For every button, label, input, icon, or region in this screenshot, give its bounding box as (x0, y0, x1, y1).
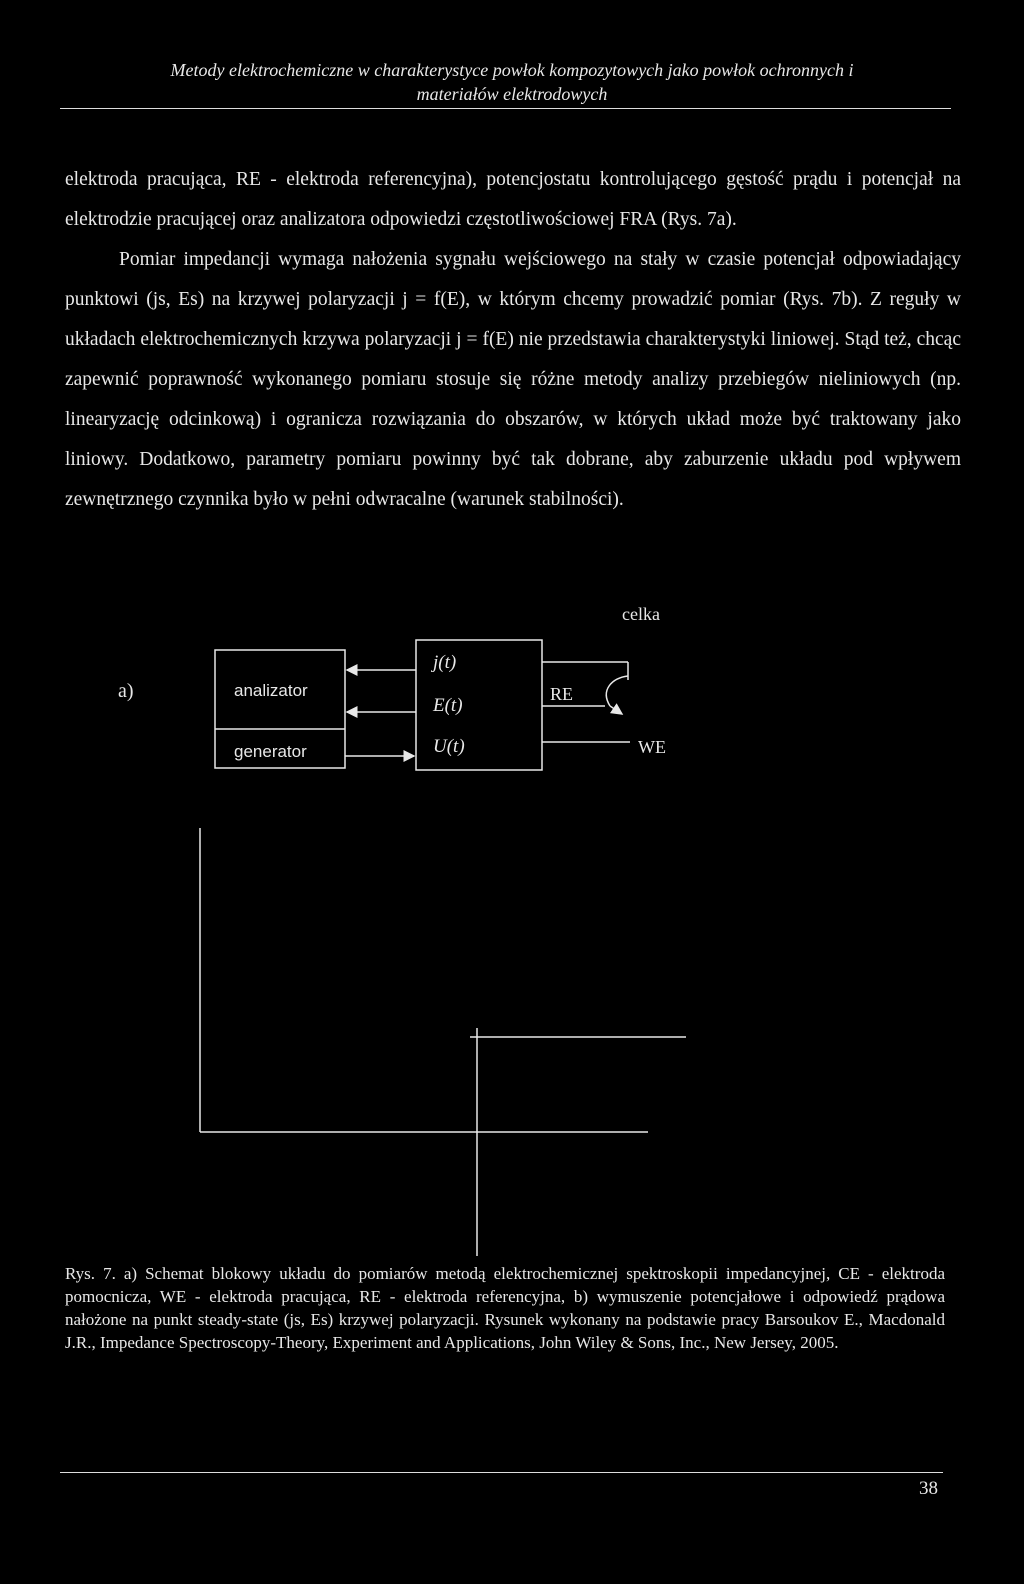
signal-U: U(t) (433, 736, 465, 757)
paragraph-2: Pomiar impedancji wymaga nałożenia sygnału wejściowego na stały w czasie potencjał odpowiadający punktowi (js, Es) na krzywej polaryzacji j = f(E), w którym chcemy prowadzić pomiar (Rys. 7b). Z reguły w układach elektrochemicznych krzywa polaryzacji j = f(E) nie przedstawia charakterystyki liniowej. Stąd też, chcąc zapewnić poprawność wykonanego pomiaru stosuje się różne metody analizy przebiegów nieliniowych (np. linearyzację odcinkową) i ogranicza rozwiązania do obszarów, w których układ może być traktowany jako liniowy. Dodatkowo, parametry pomiaru powinny być tak dobrane, aby zaburzenie układu pod wpływem zewnętrznego czynnika było w pełni odwracalne (warunek stabilności). (65, 249, 961, 510)
paragraph-1: elektroda pracująca, RE - elektroda referencyjna), potencjostatu kontrolującego gęstość prądu i potencjał na elektrodzie pracującej oraz analizatora odpowiedzi częstotliwościowej FRA (Rys. 7a). (65, 169, 961, 230)
signal-E: E(t) (433, 695, 463, 716)
re-probe (606, 676, 628, 706)
generator-label: generator (234, 742, 307, 761)
we-label: WE (638, 737, 666, 757)
header-line-1: Metody elektrochemiczne w charakterystyce powłok kompozytowych jako powłok ochronnych i (170, 60, 854, 80)
footer-rule (60, 1472, 943, 1473)
re-label: RE (550, 684, 574, 704)
re-probe-tip (610, 706, 622, 714)
page-number: 38 (919, 1478, 938, 1499)
cell-label: celka (622, 604, 660, 624)
header-line-2: materiałów elektrodowych (416, 84, 608, 104)
panel-label-a: a) (118, 680, 134, 702)
analyzer-label: analizator (234, 681, 308, 700)
signal-j: j(t) (433, 652, 457, 673)
figure-caption: Rys. 7. a) Schemat blokowy układu do pomiarów metodą elektrochemicznej spektroskopii impedancyjnej, CE - elektroda pomocnicza, WE - elektroda pracująca, RE - elektroda referencyjna, b) wymuszenie potencjałowe i odpowiedź prądowa nałożone na punkt steady-state (js, Es) krzywej polaryzacji. Rysunek wykonany na podstawie pracy Barsoukov E., Macdonald J.R., Impedance Spectroscopy-Theory, Experiment and Applications, John Wiley & Sons, Inc., New Jersey, 2005. (65, 1264, 945, 1352)
